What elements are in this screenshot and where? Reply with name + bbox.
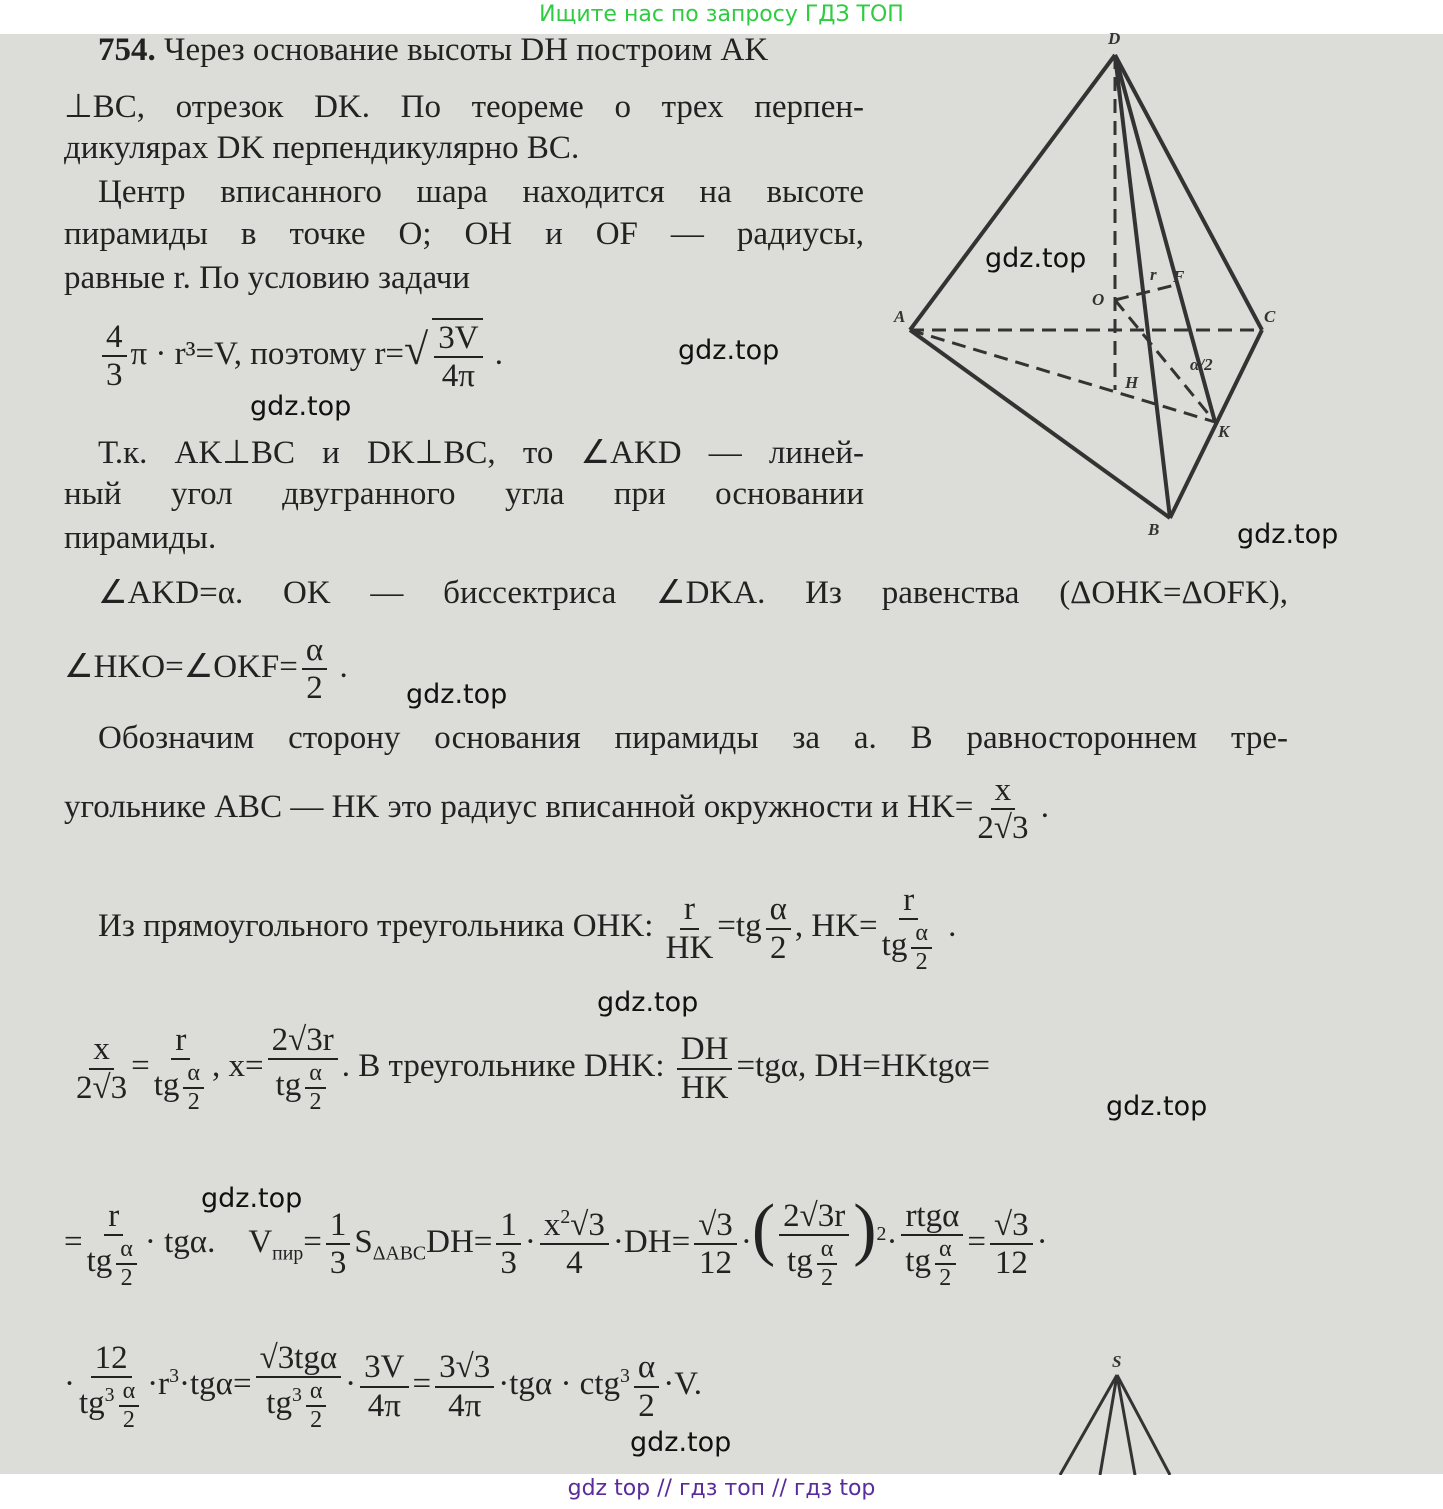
label-s: S	[1112, 1352, 1122, 1371]
label-r: r	[1150, 265, 1157, 284]
text-line: = r tg $\frac{\alpha}{2}$ · tgα. $V_{пир}=$ $\frac{1}{3}$ $S_{\Delta ABC}DH=$ $\frac{1}{3}$ · $\frac{x^2√3}{4}$ ·DH= $\frac{√3}{12}$ ·( 2√3r tg $\frac{\alpha}{2}$ )$^2$· rtgα tg $\frac{\alpha}{2}$ = $\frac{√3}{12}$ ·	[64, 1191, 1048, 1291]
text-line: Обозначим сторону основания пирамиды за a. В равностороннем тре-	[98, 720, 1288, 756]
watermark: gdz.top	[985, 243, 1087, 274]
text-line: Центр вписанного шара находится на высоте	[98, 174, 864, 210]
pyramid-figure	[880, 30, 1300, 550]
text-line: ный угол двугранного угла при основании	[64, 476, 864, 512]
text-line: угольнике ABC — HK это радиус вписанной окружности и HK= $\frac{x}{2√3}$ .	[64, 772, 1049, 847]
watermark: gdz.top	[201, 1183, 303, 1214]
text-line: · 12 $tg^3$ $\frac{\alpha}{2}$ $\cdot r^3\cdot tg\alpha=$ √3tgα $tg^3$ $\frac{\alpha}{2}$ · $\frac{3V}{4\pi}$ = $\frac{3√3}{4\pi}$ ·tgα · ctg$^3$ $\frac{\alpha}{2}$ ·V.	[64, 1340, 703, 1433]
watermark: gdz.top	[1106, 1091, 1208, 1122]
second-figure	[1050, 1345, 1200, 1475]
text-line: дикулярах DK перпендикулярно BC.	[64, 130, 580, 166]
text-line: равные r. По условию задачи	[64, 260, 471, 296]
label-half-alpha: α/2	[1190, 355, 1213, 374]
text-line: Из прямоугольного треугольника OHK: $\frac{r}{HK}$ =tg $\frac{\alpha}{2}$ , HK= r tg $\frac{\alpha}{2}$ .	[98, 882, 957, 975]
text-line: ⊥BC, отрезок DK. По теореме о трех перпен-	[64, 89, 864, 125]
watermark: gdz.top	[630, 1427, 732, 1458]
label-h: H	[1125, 373, 1139, 392]
text-line: $\frac{x}{2√3}$ = r tg $\frac{\alpha}{2}$ , x= 2√3r tg $\frac{\alpha}{2}$ . В треугольнике DHK: $\frac{DH}{HK}$ =tgα, DH=HKtgα=	[76, 1022, 991, 1115]
label-f: F	[1173, 267, 1185, 286]
text-line: ∠AKD=α. OK — биссектриса ∠DKA. Из равенства (ΔOHK=ΔOFK),	[98, 575, 1288, 611]
label-d: D	[1108, 30, 1121, 48]
label-b: B	[1148, 520, 1160, 539]
watermark: gdz.top	[406, 679, 508, 710]
top-banner: Ищите нас по запросу ГДЗ ТОП	[539, 2, 904, 27]
watermark: gdz.top	[597, 987, 699, 1018]
text-line: 754. Через основание высоты DH построим AK	[98, 32, 769, 68]
label-o: O	[1092, 290, 1105, 309]
text-line: пирамиды в точке O; OH и OF — радиусы,	[64, 216, 864, 252]
label-c: C	[1264, 307, 1276, 326]
text-line: Т.к. AK⊥BC и DK⊥BC, то ∠AKD — линей-	[98, 435, 864, 471]
text-line: ∠HKO=∠OKF= $\frac{\alpha}{2}$ .	[64, 632, 348, 707]
formula-volume: $\frac{4}{3}$ π · r³=V, поэтому r=√ $\frac{3V}{4\pi}$ .	[98, 318, 503, 395]
bottom-banner: gdz top // гдз топ // гдз top	[567, 1476, 876, 1501]
watermark: gdz.top	[678, 335, 780, 366]
label-a: A	[894, 307, 906, 326]
label-k: K	[1218, 422, 1230, 441]
watermark: gdz.top	[250, 391, 352, 422]
watermark: gdz.top	[1237, 519, 1339, 550]
text-line: пирамиды.	[64, 520, 217, 556]
